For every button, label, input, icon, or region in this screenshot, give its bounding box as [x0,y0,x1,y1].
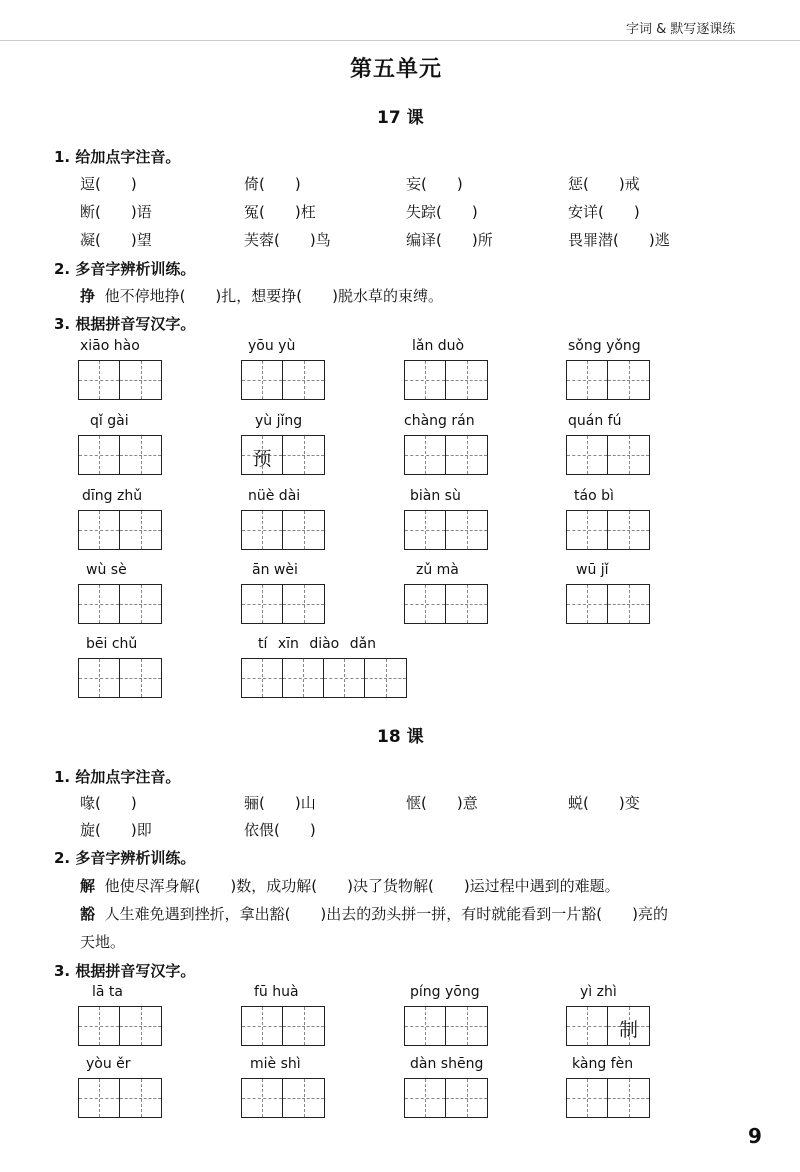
l17-q1-title: 1. 给加点字注音。 [54,148,181,166]
l18-writing-grid[interactable] [404,1078,488,1118]
l18-writing-grid[interactable]: 制 [566,1006,650,1046]
l17-pinyin: táo bì [574,488,614,504]
l17-pinyin: zǔ mà [416,562,459,578]
l17-pinyin: wù sè [86,562,127,578]
l18-pinyin: dàn shēng [410,1056,484,1072]
page-number: 9 [748,1124,762,1148]
l17-q1-item: 倚( ) [244,175,301,193]
l17-writing-grid[interactable] [78,584,162,624]
l18-pinyin: kàng fèn [572,1056,634,1072]
l18-writing-grid[interactable] [78,1006,162,1046]
l17-writing-grid[interactable] [78,510,162,550]
l18-q1-item: 骊( )山 [244,794,316,812]
l17-writing-grid[interactable] [404,584,488,624]
l18-writing-grid[interactable] [566,1078,650,1118]
l18-q1-item: 依偎( ) [244,821,316,839]
l17-pinyin: xiāo hào [80,338,140,354]
l18-pinyin: miè shì [250,1056,301,1072]
l17-q1-item: 安详( ) [568,203,640,221]
l18-q2-head: 解 [80,877,96,895]
l17-writing-grid[interactable] [78,435,162,475]
l17-writing-grid[interactable] [404,360,488,400]
l17-pinyin: quán fú [568,413,622,429]
l17-q1-item: 畏罪潜( )逃 [568,231,670,249]
l17-pinyin: yù jǐng [255,413,303,429]
l17-pinyin: biàn sù [410,488,461,504]
header-divider [0,40,800,41]
l18-q1-title: 1. 给加点字注音。 [54,768,181,786]
l17-q1-item: 失踪( ) [406,203,478,221]
l17-writing-grid[interactable] [404,435,488,475]
l17-pinyin: nüè dài [248,488,301,504]
l18-q2-title: 2. 多音字辨析训练。 [54,849,196,867]
l17-q1-item: 断( )语 [80,203,152,221]
l18-q3-title: 3. 根据拼音写汉字。 [54,962,196,980]
l17-writing-grid[interactable] [78,658,162,698]
l17-writing-grid[interactable] [241,658,407,698]
l17-writing-grid[interactable] [241,584,325,624]
l17-pinyin: qǐ gài [90,413,129,429]
l17-q1-item: 妄( ) [406,175,463,193]
l17-writing-grid[interactable]: 预 [241,435,325,475]
lesson-18-title: 18 课 [377,727,424,747]
unit-title: 第五单元 [350,57,443,82]
l17-q1-item: 逗( ) [80,175,137,193]
l17-pinyin: wū jǐ [576,562,609,578]
l17-pinyin: chàng rán [404,413,475,429]
l17-writing-grid[interactable] [78,360,162,400]
l17-writing-grid[interactable] [404,510,488,550]
l17-writing-grid[interactable] [566,584,650,624]
l18-writing-grid[interactable] [241,1006,325,1046]
l17-q1-item: 编译( )所 [406,231,493,249]
l17-q2-title: 2. 多音字辨析训练。 [54,260,196,278]
l18-q2-line [80,875,620,896]
l18-q1-item: 喙( ) [80,794,137,812]
l17-q2-text: 他不停地挣( )扎，想要挣( )脱水草的束缚。 [104,287,443,305]
l18-q2-head: 豁 [80,905,96,923]
l18-writing-grid[interactable] [78,1078,162,1118]
l18-q1-item: 旋( )即 [80,821,152,839]
l18-q2-text: 他使尽浑身解( )数，成功解( )决了货物解( )运过程中遇到的难题。 [104,877,620,895]
l17-q1-item: 惩( )戒 [568,175,640,193]
l17-q1-item: 冤( )枉 [244,203,316,221]
l17-pinyin: ān wèi [252,562,298,578]
l18-q2-line-cont: 天地。 [80,933,126,951]
l17-pinyin: tí xīn diào dǎn [258,636,377,652]
lesson-17-title: 17 课 [377,108,424,128]
l17-writing-grid[interactable] [241,510,325,550]
l17-writing-grid[interactable] [566,435,650,475]
l18-q2-text: 人生难免遇到挫折，拿出豁( )出去的劲头拼一拼，有时就能看到一片豁( )亮的 [104,905,668,923]
l17-writing-grid[interactable] [566,360,650,400]
l18-pinyin: yì zhì [580,984,617,1000]
l17-q2-line [80,285,443,306]
l18-writing-grid[interactable] [404,1006,488,1046]
l17-q1-item: 芙蓉( )鸟 [244,231,331,249]
l17-pinyin: yōu yù [248,338,296,354]
l17-writing-grid[interactable] [566,510,650,550]
l17-q1-item: 凝( )望 [80,231,152,249]
l17-pinyin: sǒng yǒng [568,338,641,354]
l18-pinyin: lā ta [92,984,123,1000]
l18-pinyin: píng yōng [410,984,480,1000]
l18-q1-item: 蜕( )变 [568,794,640,812]
l18-writing-grid[interactable] [241,1078,325,1118]
header-tag: 字词 & 默写逐课练 [626,22,736,37]
l18-q1-item: 惬( )意 [406,794,478,812]
l17-q2-head: 挣 [80,287,96,305]
l18-pinyin: fū huà [254,984,299,1000]
l17-pinyin: bēi chǔ [86,636,138,652]
l17-writing-grid[interactable] [241,360,325,400]
l17-pinyin: lǎn duò [412,338,465,354]
l18-q2-line [80,903,668,924]
l17-pinyin: dīng zhǔ [82,488,143,504]
l18-pinyin: yòu ěr [86,1056,131,1072]
l17-q3-title: 3. 根据拼音写汉字。 [54,315,196,333]
